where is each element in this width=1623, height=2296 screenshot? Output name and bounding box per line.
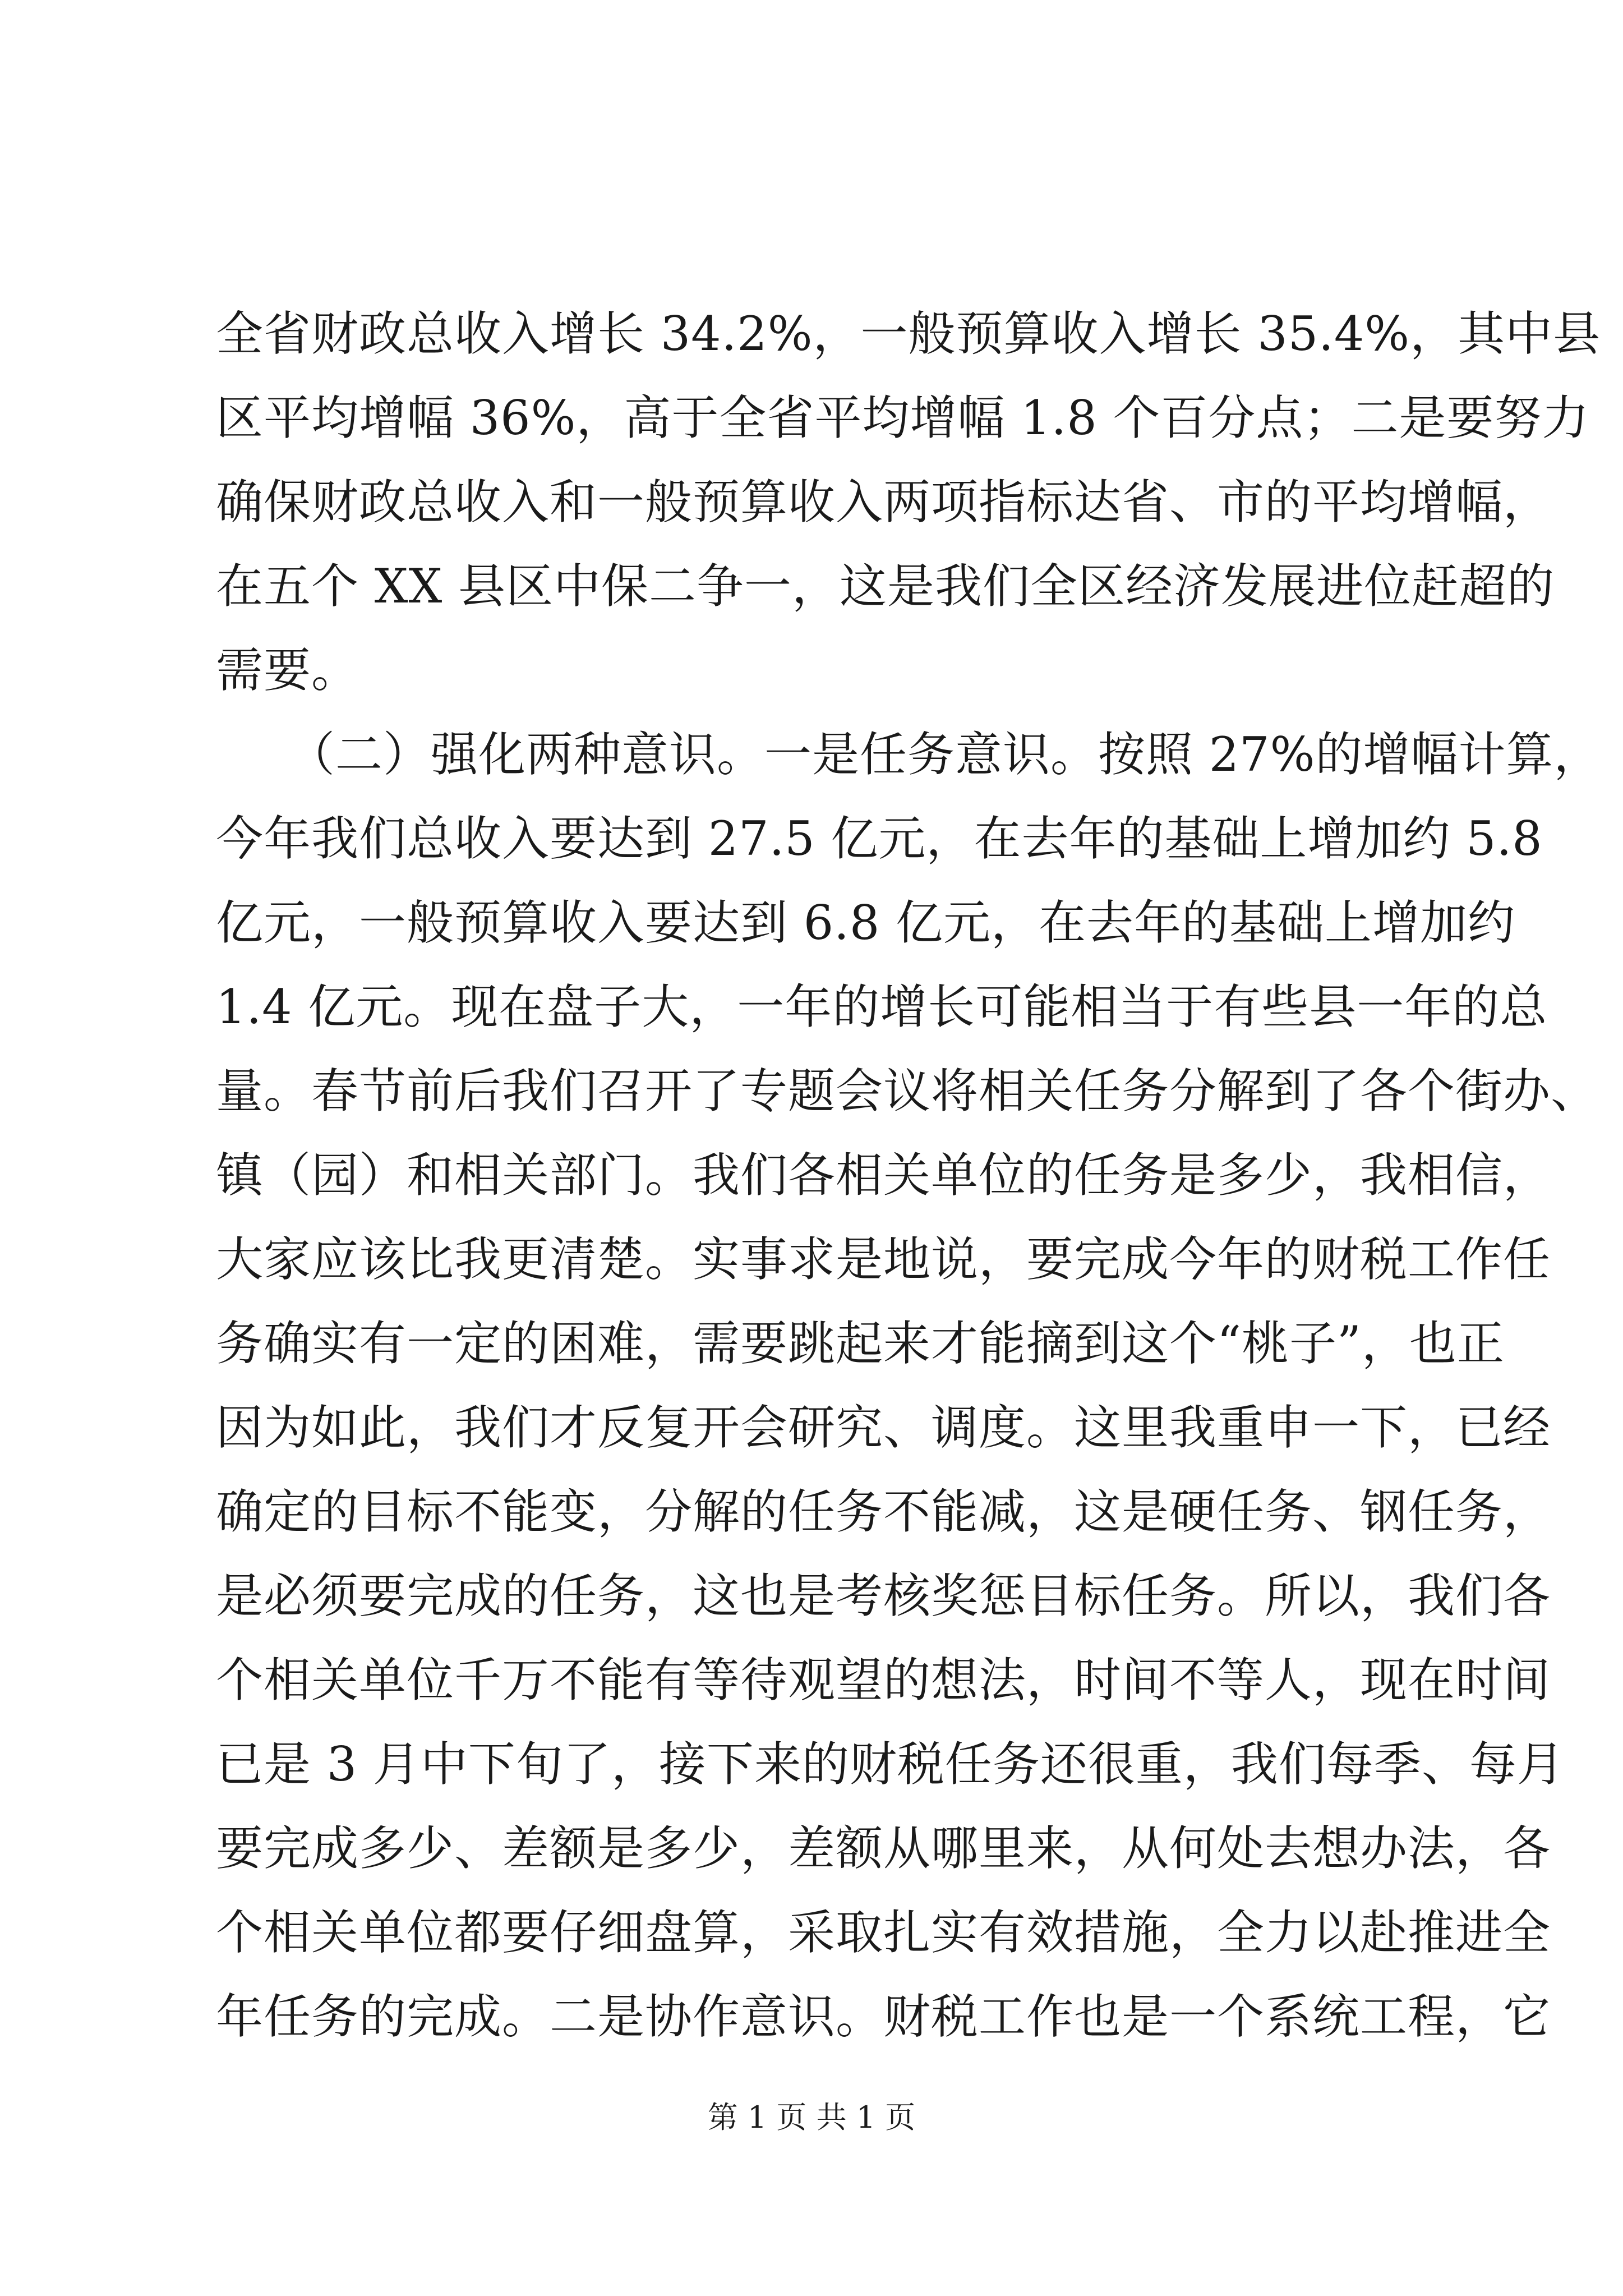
- page-footer: [0, 2095, 1623, 2140]
- text-line: 区平均增幅 36%，高于全省平均增幅 1.8 个百分点；二是要努力: [216, 390, 1590, 445]
- text-line: 要完成多少、差额是多少，差额从哪里来，从何处去想办法，各: [216, 1821, 1551, 1876]
- document-body: [216, 292, 1602, 2059]
- text-line: 确定的目标不能变，分解的任务不能减，这是硬任务、钢任务，: [216, 1484, 1551, 1539]
- text-line: 亿元，一般预算收入要达到 6.8 亿元，在去年的基础上增加约: [216, 895, 1515, 950]
- text-line: 已是 3 月中下旬了，接下来的财税任务还很重，我们每季、每月: [216, 1737, 1565, 1792]
- text-line: 因为如此，我们才反复开会研究、调度。这里我重申一下，已经: [216, 1400, 1551, 1455]
- text-line: 镇（园）和相关部门。我们各相关单位的任务是多少，我相信，: [216, 1148, 1551, 1203]
- text-line: 今年我们总收入要达到 27.5 亿元，在去年的基础上增加约 5.8: [216, 811, 1543, 866]
- text-line: 是必须要完成的任务，这也是考核奖惩目标任务。所以，我们各: [216, 1568, 1551, 1623]
- text-line: 在五个 XX 县区中保二争一，这是我们全区经济发展进位赶超的: [216, 559, 1555, 614]
- paragraph-2: [216, 712, 1602, 2059]
- text-line: 个相关单位都要仔细盘算，采取扎实有效措施，全力以赴推进全: [216, 1905, 1551, 1960]
- text-line: 需要。: [216, 643, 359, 698]
- text-line: 1.4 亿元。现在盘子大，一年的增长可能相当于有些县一年的总: [216, 979, 1548, 1034]
- text-line: 全省财政总收入增长 34.2%，一般预算收入增长 35.4%，其中县: [216, 306, 1601, 361]
- text-line: 量。春节前后我们召开了专题会议将相关任务分解到了各个街办、: [216, 1064, 1599, 1119]
- text-line: 确保财政总收入和一般预算收入两项指标达省、市的平均增幅，: [216, 475, 1551, 530]
- paragraph-1: [216, 292, 1601, 712]
- text-line: 个相关单位千万不能有等待观望的想法，时间不等人，现在时间: [216, 1653, 1551, 1708]
- text-line: 务确实有一定的困难，需要跳起来才能摘到这个“桃子”，也正: [216, 1316, 1505, 1371]
- text-line: （二）强化两种意识。一是任务意识。按照 27%的增幅计算，: [216, 727, 1602, 782]
- page-number: 第 1 页 共 1 页: [707, 2100, 916, 2135]
- text-line: 年任务的完成。二是协作意识。财税工作也是一个系统工程，它: [216, 1989, 1551, 2044]
- text-line: 大家应该比我更清楚。实事求是地说，要完成今年的财税工作任: [216, 1232, 1551, 1287]
